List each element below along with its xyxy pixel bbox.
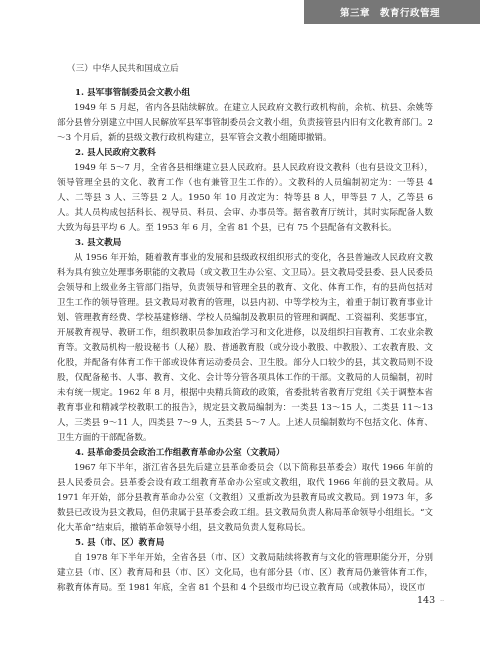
page-body: [57, 62, 433, 596]
subsection-body-5: 自 1978 年下半年开始，全省各县（市、区）文教局陆续将教育与文化的管理职能分开，分别建立县（市、区）教育局和县（市、区）文化局，也有部分县（市、区）教育局仍兼管体育工作，称教育体育局。至 1981 年底，全省 81 个县和 4 个县级市均已设立教育局（或教体局），设区市: [57, 553, 433, 593]
page-footer: [417, 595, 444, 606]
subsection-title-4: 4. 县革命委员会政治工作组教育革命办公室（文教局）: [75, 448, 285, 458]
page-number-ornament: ··: [440, 598, 444, 605]
subsection-body-3: 从 1956 年开始，随着教育事业的发展和县级政权组织形式的变化，各县普遍改人民政府文教科为具有独立处理事务职能的文教局（或文教卫生办公室、文卫局）。县文教局受县委、县人民委员会领导和上级业务主管部门指导，负责领导和管理全县的教育、文化、体育工作，有的县尚包括对卫生工作的领导管理。县文教局对教育的管理，以县内初、中等学校为主，着重于制订教育事业计划、管理教育经费、学校基建修缮、学校人员编制及教职员的管理和调配、工资福利、奖惩事宜，开展教育视导、教研工作，组织教职员参加政治学习和文化进修，以及组织扫盲教育、工农业余教育等。文教局机构一般设秘书（人秘）股、普通教育股（或分设小教股、中教股）、工农教育股、文化股，并配备有体育工作干部或设体育运动委员会、卫生股。部分人口较少的县，其文教局则不设股，仅配备秘书、人事、教育、文化、会计等分管各项具体工作的干部。文教局的人员编制，初时未有统一规定。1962 年 8 月，根据中央精兵简政的政策，省委批转省教育厅党组《关于调整本省教育事业和精减学校教职工的报告》，规定县文教局编制为：一类县 13～15 人，二类县 11～13 人，三类县 9～11 人，四类县 7～9 人，五类县 5～7 人。上述人员编制数均不包括文化、体育、卫生方面的干部配备数。: [57, 253, 433, 443]
subsection-body-2: 1949 年 5～7 月，全省各县相继建立县人民政府。县人民政府设文教科（也有县设文卫科），领导管理全县的文化、教育工作（也有兼管卫生工作的）。文教科的人员编制初定为：一等县 4 人、二等县 3 人、三等县 2 人。1950 年 10 月改定为：特等县 8 人，甲等县 7 人，乙等县 6 人。其人员构成包括科长、视导员、科员、会审、办事员等。据省教育厅统计，其时实际配备人数大致为每县平均 6 人。至 1953 年 6 月，全省 81 个县，已有 75 个县配备有文教科长。: [57, 163, 433, 233]
subsection-body-4: 1967 年下半年，浙江省各县先后建立县革命委员会（以下简称县革委会）取代 1966 年前的县人民委员会。县革委会设有政工组教育革命办公室或文教组，取代 1966 年前的县文教局。从 1971 年开始，部分县教育革命办公室（文教组）又重新改为县教育局或文教局。到 1973 年，多数县已改设为县文教局，但仍隶属于县革委会政工组。县文教局负责人称局革命领导小组组长。“文化大革命”结束后，撤销革命领导小组，县文教局负责人复称局长。: [57, 463, 433, 533]
subsection-body-1: 1949 年 5 月起，省内各县陆续解放。在建立人民政府文教行政机构前，余杭、杭县、余姚等部分县曾分别建立中国人民解放军县军事管制委员会文教小组，负责接管县内旧有文化教育部门。2～3 个月后，新的县级文教行政机构建立，县军管会文教小组随即撤销。: [57, 103, 433, 143]
page-number: 143: [417, 595, 436, 606]
subsection-title-1: 1. 县军事管制委员会文教小组: [75, 88, 191, 98]
chapter-header-title: 第三章 教育行政管理: [339, 8, 440, 19]
section-title: （三）中华人民共和国成立后: [67, 64, 179, 74]
subsection-title-5: 5. 县（市、区）教育局: [75, 538, 165, 548]
subsection-title-2: 2. 县人民政府文教科: [75, 148, 156, 158]
chapter-header-band: [304, 0, 480, 24]
subsection-title-3: 3. 县文教局: [75, 238, 122, 248]
